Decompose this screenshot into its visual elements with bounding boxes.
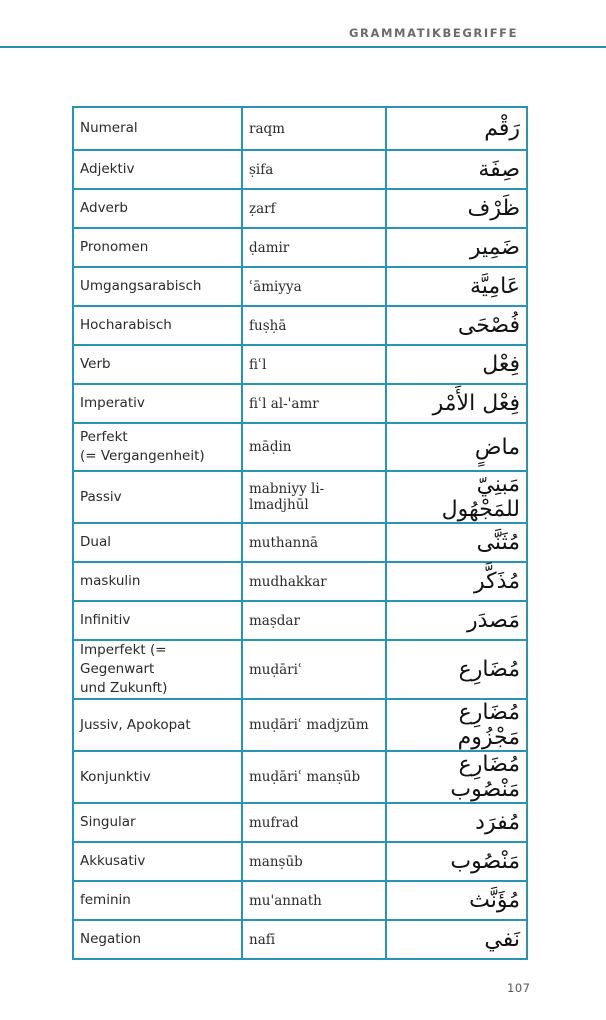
german-term: Infinitiv [73, 601, 242, 640]
table-row [73, 345, 527, 384]
table-row [73, 803, 527, 842]
german-term: maskulin [73, 562, 242, 601]
transliteration: maṣdar [242, 601, 386, 640]
table-row [73, 751, 527, 803]
arabic-term: مُفرَد [386, 803, 527, 842]
table-row [73, 471, 527, 523]
transliteration: raqm [242, 107, 386, 150]
transliteration: māḍin [242, 423, 386, 471]
transliteration: nafī [242, 920, 386, 959]
arabic-term: مُضَارِع [386, 640, 527, 699]
table-row [73, 842, 527, 881]
arabic-term: عَامِيَّة [386, 267, 527, 306]
transliteration: mu'annath [242, 881, 386, 920]
arabic-term: ضَمِير [386, 228, 527, 267]
german-term: Jussiv, Apokopat [73, 699, 242, 751]
table-row [73, 150, 527, 189]
table-row [73, 562, 527, 601]
transliteration: muḍāriʿ manṣūb [242, 751, 386, 803]
table-row [73, 228, 527, 267]
table-row [73, 306, 527, 345]
german-term: Passiv [73, 471, 242, 523]
table-row [73, 267, 527, 306]
arabic-term: ظَرْف [386, 189, 527, 228]
german-term: Pronomen [73, 228, 242, 267]
transliteration: muthannā [242, 523, 386, 562]
german-term: Hocharabisch [73, 306, 242, 345]
arabic-term: مُثَنَّى [386, 523, 527, 562]
german-term [73, 423, 242, 471]
arabic-term: نَفي [386, 920, 527, 959]
german-term: Negation [73, 920, 242, 959]
arabic-term: مُضَارِع مَنْصُوب [386, 751, 527, 803]
table-row [73, 920, 527, 959]
german-term-line: (= Vergangenheit) [80, 448, 205, 464]
transliteration: ṣifa [242, 150, 386, 189]
arabic-term: مَبنِيّ للمَجْهُول [386, 471, 527, 523]
transliteration: muḍāriʿ [242, 640, 386, 699]
arabic-term: فِعْل [386, 345, 527, 384]
transliteration: fiʿl [242, 345, 386, 384]
arabic-term: فُصْحَى [386, 306, 527, 345]
german-term [73, 640, 242, 699]
german-term-line: Imperfekt (= Gegenwart [80, 642, 167, 677]
table-row [73, 699, 527, 751]
table-row [73, 523, 527, 562]
arabic-term: مُذَكَّر [386, 562, 527, 601]
table-row [73, 107, 527, 150]
german-term: Konjunktiv [73, 751, 242, 803]
arabic-term: صِفَة [386, 150, 527, 189]
transliteration: ḍamir [242, 228, 386, 267]
transliteration: mufrad [242, 803, 386, 842]
table-row [73, 601, 527, 640]
transliteration: mabniyy li-lmadjhūl [242, 471, 386, 523]
german-term: Numeral [73, 107, 242, 150]
transliteration: manṣūb [242, 842, 386, 881]
german-term: Adverb [73, 189, 242, 228]
arabic-term: مَصدَر [386, 601, 527, 640]
arabic-term: مُؤَنَّث [386, 881, 527, 920]
transliteration: fuṣḥā [242, 306, 386, 345]
german-term-line: Perfekt [80, 429, 128, 445]
german-term: Akkusativ [73, 842, 242, 881]
table-row [73, 423, 527, 471]
german-term: Umgangsarabisch [73, 267, 242, 306]
german-term: Adjektiv [73, 150, 242, 189]
transliteration: muḍāriʿ madjzūm [242, 699, 386, 751]
transliteration: ẓarf [242, 189, 386, 228]
table-row [73, 640, 527, 699]
transliteration: ʿāmiyya [242, 267, 386, 306]
german-term-line: und Zukunft) [80, 680, 168, 696]
page-number: 107 [507, 981, 531, 995]
german-term: Imperativ [73, 384, 242, 423]
table-row [73, 384, 527, 423]
german-term: Dual [73, 523, 242, 562]
transliteration: mudhakkar [242, 562, 386, 601]
header-rule [0, 46, 606, 48]
grammar-terms-table [72, 106, 528, 960]
transliteration: fiʿl al-'amr [242, 384, 386, 423]
table-row [73, 881, 527, 920]
german-term: Singular [73, 803, 242, 842]
german-term: Verb [73, 345, 242, 384]
german-term: feminin [73, 881, 242, 920]
arabic-term: رَقْم [386, 107, 527, 150]
running-title: GRAMMATIKBEGRIFFE [349, 26, 519, 40]
arabic-term: مُضَارِع مَجْزُوم [386, 699, 527, 751]
arabic-term: ماضٍ [386, 423, 527, 471]
arabic-term: مَنْصُوب [386, 842, 527, 881]
arabic-term: فِعْل الأَمْر [386, 384, 527, 423]
table-row [73, 189, 527, 228]
